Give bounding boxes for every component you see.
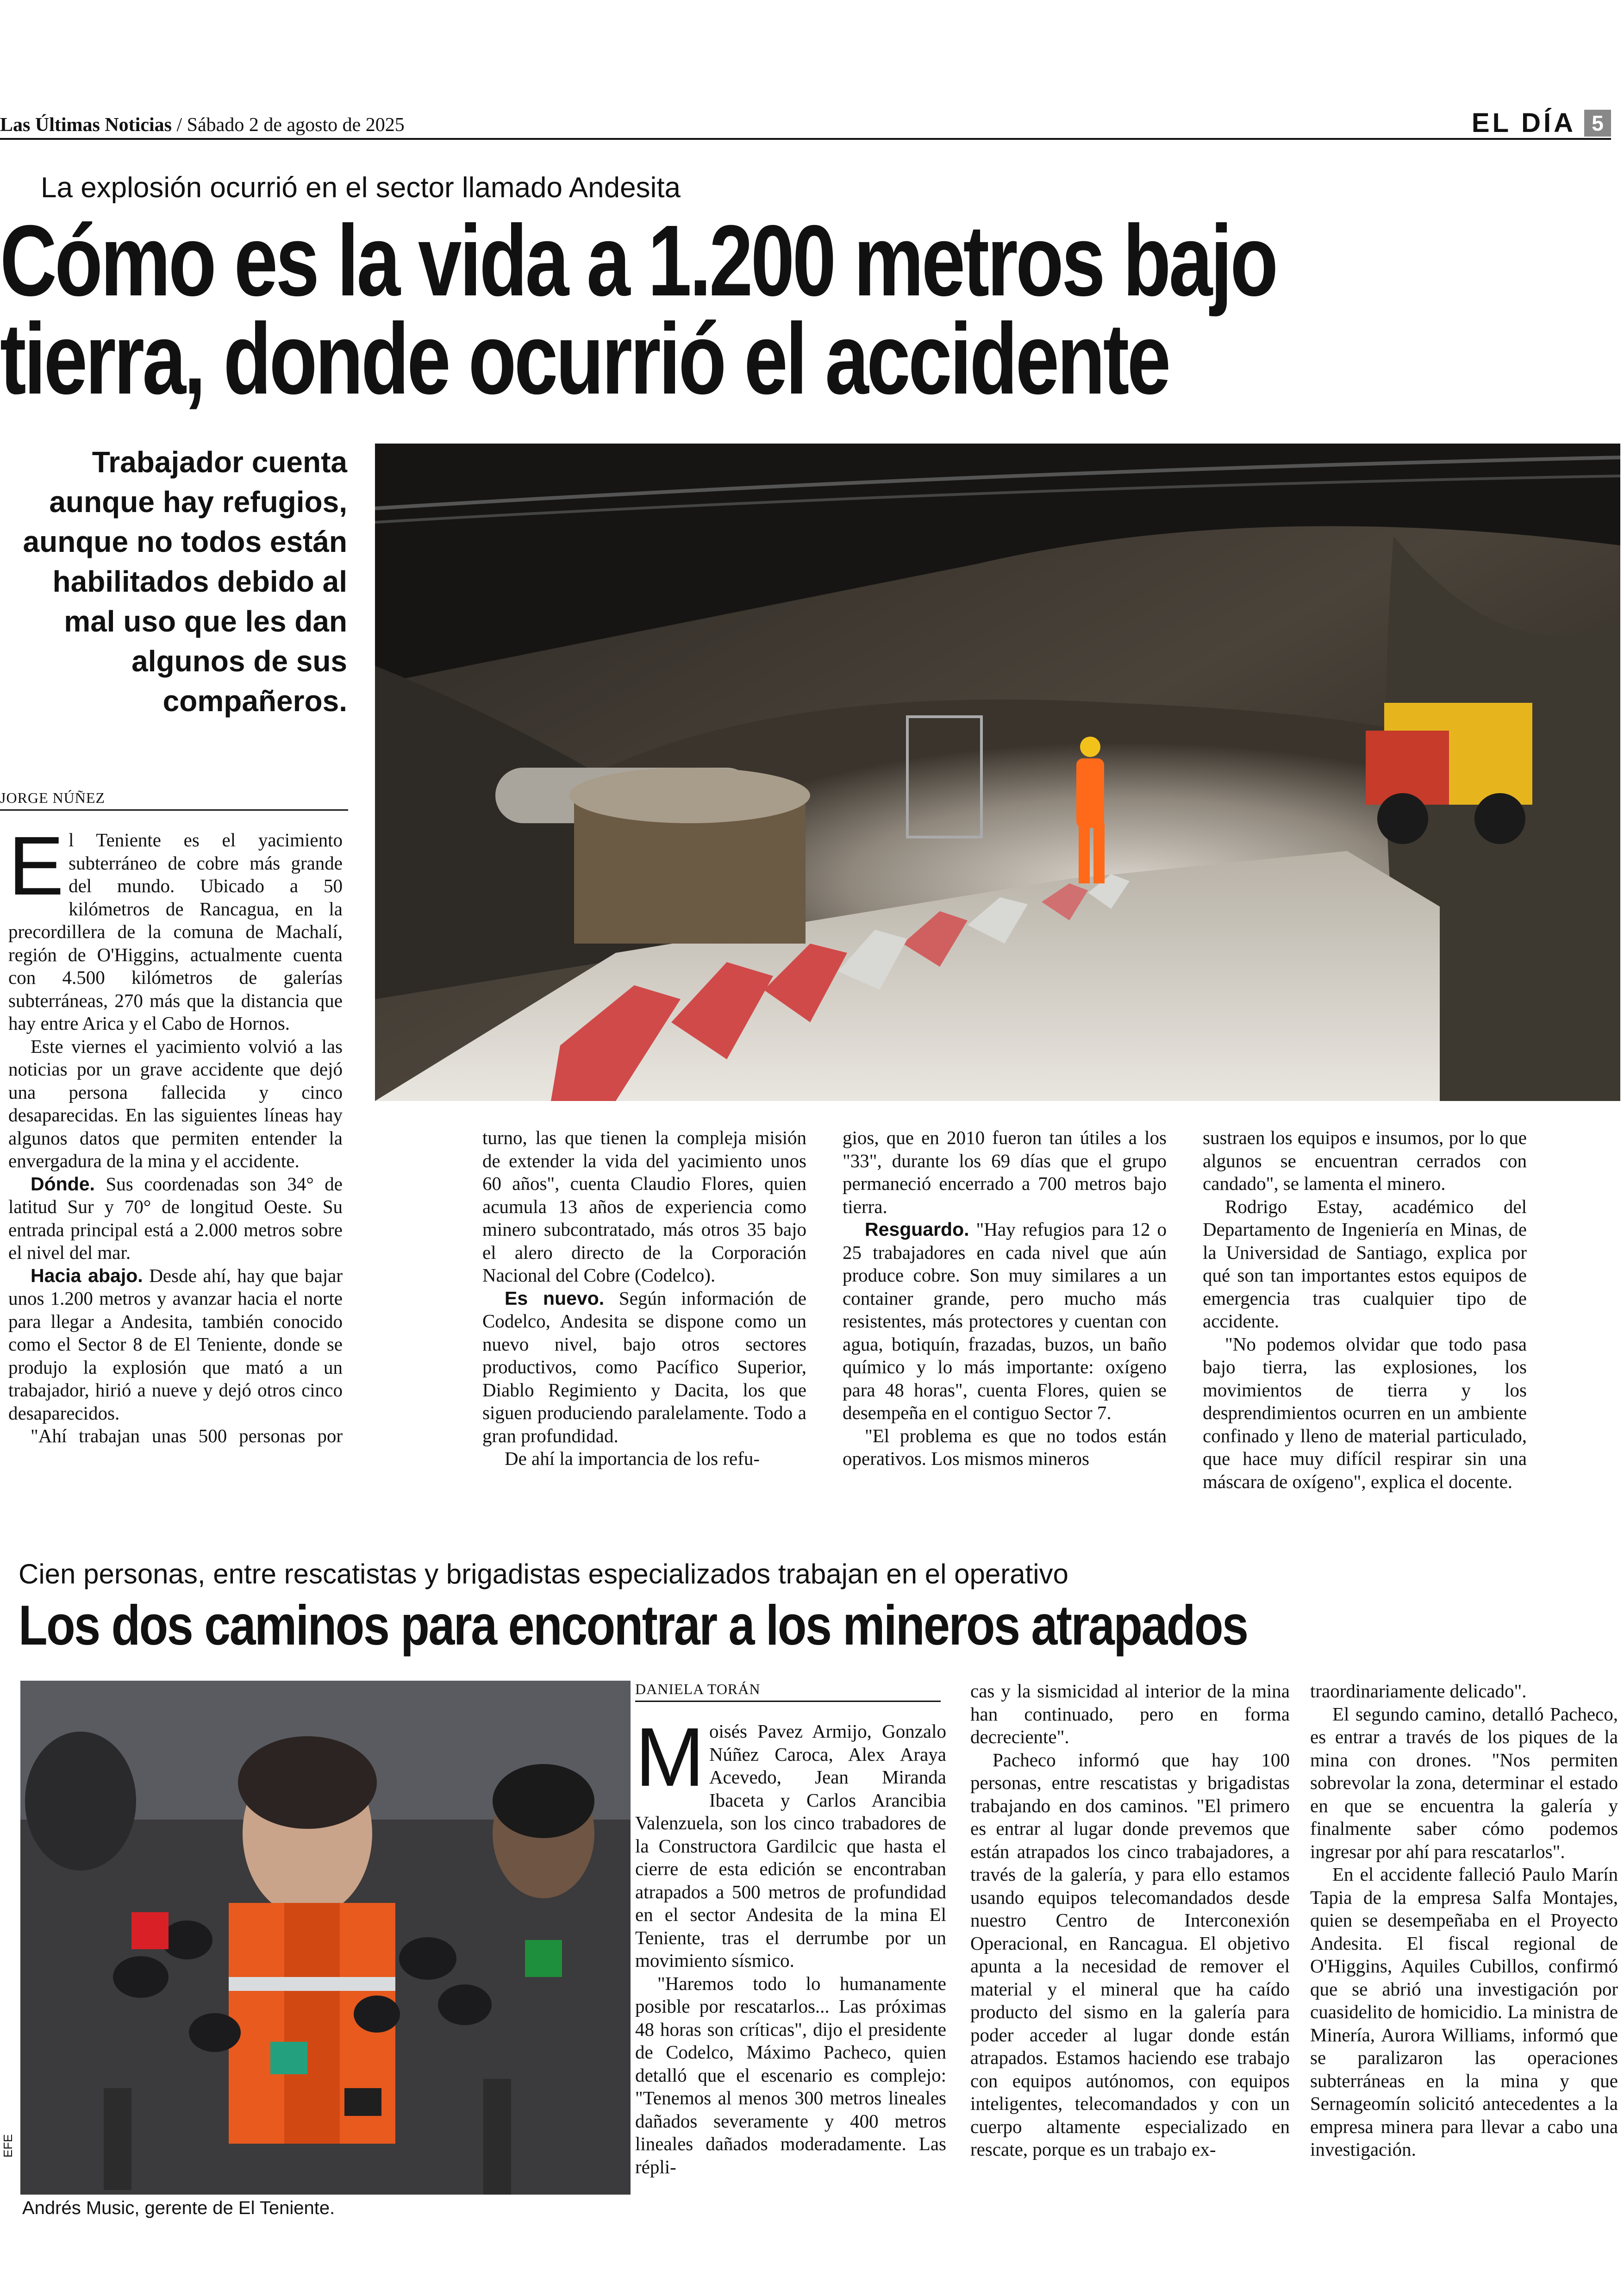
masthead-left: [0, 114, 405, 136]
press-conference-photo: [20, 1681, 631, 2195]
article1-dropcap: E: [8, 820, 64, 913]
article1-paragraph-5-cont: turno, las que tienen la compleja misión de extender la vida del yacimiento unos 60 años", cuenta Claudio Flores, quien acumula 13 años de experiencia como minero subcontratado, más otros 35 bajo el alero directo de la Corporación Nacional del Cobre (Codelco).: [482, 1127, 806, 1286]
photo-credit: EFE: [1, 2134, 15, 2158]
article2-paragraph-1: oisés Pavez Armijo, Gonzalo Núñez Caroca, Alex Araya Acevedo, Jean Miranda Ibaceta y Carlos Arancibia Valenzuela, son los cinco trabadores de la Constructora Gardilcic que hasta el cierre de esta edición se encontraban atrapados a 500 metros de profundidad en el sector Andesita de la mina El Teniente, tras el derrumbe por un movimiento sísmico.: [635, 1720, 946, 1971]
article2-column-1: [635, 1711, 946, 2178]
masthead-separator: /: [176, 114, 182, 136]
publication-name: Las Últimas Noticias: [0, 114, 172, 136]
article1-column-3: [843, 1126, 1167, 1470]
article1-paragraph-5: "Ahí trabajan unas 500 personas por: [31, 1425, 343, 1446]
article1-paragraph-9: "El problema es que no todos están operativos. Los mismos mineros: [843, 1425, 1167, 1469]
article1-byline: JORGE NÚÑEZ: [0, 789, 348, 811]
publication-date: Sábado 2 de agosto de 2025: [187, 114, 405, 136]
article2-column-3: [1310, 1680, 1618, 2161]
article2-kicker: Cien personas, entre rescatistas y brigadistas especializados trabajan en el operativo: [19, 1558, 1068, 1589]
article1-column-2: [482, 1126, 806, 1470]
article1-paragraph-3: Sus coordenadas son 34° de latitud Sur y 70° de longitud Oeste. Su entrada principal está a 2.000 metros sobre el nivel del mar.: [8, 1173, 343, 1263]
article1-paragraph-7: De ahí la importancia de los refu-: [505, 1448, 760, 1469]
article1-paragraph-2: Este viernes el yacimiento volvió a las noticias por un grave accidente que dejó una persona fallecida y cinco desaparecidas. En las siguientes líneas hay algunos datos que permiten entender la envergadura de la mina y el accidente.: [8, 1035, 343, 1171]
article1-column-1: [8, 820, 343, 1448]
article1-headline-line1: Cómo es la vida a 1.200 metros bajo: [0, 205, 1276, 317]
article1-lead: Trabajador cuenta aunque hay refugios, aunque no todos están habilitados debido al mal uso que les dan algunos de sus compañeros.: [23, 445, 347, 718]
article1-label-hacia-abajo: Hacia abajo.: [31, 1264, 143, 1286]
article1-paragraph-4: Desde ahí, hay que bajar unos 1.200 metros y avanzar hacia el norte para llegar a Andesita, también conocido como el Sector 8 de El Teniente, donde se produjo la explosión que mató a un trabajador, hirió a nueve y dejó otros cinco desaparecidos.: [8, 1264, 343, 1424]
article1-kicker: La explosión ocurrió en el sector llamado Andesita: [41, 172, 681, 204]
article1-column-4: [1203, 1126, 1527, 1493]
article2-paragraph-2-cont: cas y la sismicidad al interior de la mina han continuado, pero en forma decreciente".: [970, 1680, 1290, 1747]
article1-paragraph-7-cont: gios, que en 2010 fueron tan útiles a los "33", durante los 69 días que el grupo permaneció encerrado a 700 metros bajo tierra.: [843, 1127, 1167, 1217]
mine-tunnel-photo: [375, 444, 1620, 1101]
photo-caption: Andrés Music, gerente de El Teniente.: [22, 2198, 335, 2218]
article1-headline: [0, 205, 1276, 415]
mine-tunnel-illustration: [375, 444, 1620, 1101]
article1-paragraph-10: Rodrigo Estay, académico del Departamento de Ingeniería en Minas, de la Universidad de Santiago, explica por qué son tan importantes estos equipos de emergencia tras cualquier tipo de accidente.: [1203, 1195, 1527, 1332]
article1-label-resguardo: Resguardo.: [865, 1219, 969, 1240]
article2-paragraph-5: En el accidente falleció Paulo Marín Tapia de la empresa Salfa Montajes, quien se desempeñaba en el Proyecto Andesita. El fiscal regional de O'Higgins, Aquiles Cubillos, confirmó que se abrió una investigación por cuasidelito de homicidio. La ministra de Minería, Aurora Williams, informó que se paralizaron las operaciones subterráneas en la mina y que Sernageomín solicitó antecedentes a la empresa minera para llevar a cabo una investigación.: [1310, 1864, 1618, 2160]
press-conference-illustration: [20, 1681, 631, 2195]
article1-label-es-nuevo: Es nuevo.: [505, 1287, 605, 1309]
masthead-right: [1472, 107, 1611, 138]
section-name: EL DÍA: [1471, 108, 1576, 138]
article1-paragraph-6: Según información de Codelco, Andesita se dispone como un nuevo nivel, bajo otros sectores productivos, como Pacífico Superior, Diablo Regimiento y Dacita, los que siguen produciendo paralelamente. Todo a gran profundidad.: [482, 1287, 806, 1446]
page-number: 5: [1584, 110, 1611, 137]
article2-paragraph-2-start: "Haremos todo lo humanamente posible por rescatarlos... Las próximas 48 horas son críticas", dijo el presidente de Codelco, Máximo Pacheco, quien detalló que el escenario es complejo: "Tenemos al menos 300 metros lineales dañados severamente y 400 metros lineales dañados moderadamente. Las répli-: [635, 1972, 946, 2177]
article1-paragraph-8: "Hay refugios para 12 o 25 trabajadores en cada nivel que aún produce cobre. Son muy similares a un container grande, pero mucho más resistentes, más protectores y cuentan con agua, botiquín, frazadas, buzos, un baño químico y lo más importante: oxígeno para 48 horas", cuenta Flores, quien se desempeña en el contiguo Sector 7.: [843, 1219, 1167, 1423]
article1-headline-line2: tierra, donde ocurrió el accidente: [0, 303, 1169, 415]
article2-paragraph-4: El segundo camino, detalló Pacheco, es entrar a través de los piques de la mina con drones. "Nos permiten sobrevolar la zona, determinar el estado en que se encuentra la galería y finalmente saber cómo podemos ingresar por ahí para rescatarlos".: [1310, 1703, 1618, 1862]
article2-headline: Los dos caminos para encontrar a los mineros atrapados: [19, 1594, 1248, 1657]
article2-column-2: [970, 1680, 1290, 2161]
article1-paragraph-1: l Teniente es el yacimiento subterráneo de cobre más grande del mundo. Ubicado a 50 kilómetros de Rancagua, en la precordillera de la comuna de Machalí, región de O'Higgins, actualmente cuenta con 4.500 kilómetros de galerías subterráneas, 270 más que la distancia que hay entre Arica y el Cabo de Hornos.: [8, 829, 343, 1034]
article1-paragraph-11: "No podemos olvidar que todo pasa bajo tierra, las explosiones, los movimientos de tierra y los desprendimientos ocurren en un ambiente confinado y lleno de material particulado, que hace muy difícil respirar sin una máscara de oxígeno", explica el docente.: [1203, 1333, 1527, 1492]
article2-dropcap: M: [635, 1711, 705, 1804]
article1-paragraph-9-cont: sustraen los equipos e insumos, por lo que algunos se encuentran cerrados con candado", se lamenta el minero.: [1203, 1127, 1527, 1194]
article2-paragraph-3-cont: traordinariamente delicado".: [1310, 1680, 1527, 1702]
masthead-rule: [0, 138, 1611, 140]
article2-paragraph-3-start: Pacheco informó que hay 100 personas, entre rescatistas y brigadistas trabajando en dos caminos. "El primero es entrar al lugar donde prevemos que están atrapados los cinco trabajadores, a través de la galería, y para ello estamos usando equipos telecomandados desde nuestro Centro de Interconexión Operacional, en Rancagua. El objetivo apunta a la necesidad de remover el material y el mineral que ha caído producto del sismo en la galería para poder acceder al lugar donde están atrapados. Estamos haciendo ese trabajo con equipos autónomos, con equipos inteligentes, telecomandados y con un cuerpo altamente especializado en rescate, porque es un trabajo ex-: [970, 1749, 1290, 2160]
article2-byline: DANIELA TORÁN: [635, 1681, 941, 1702]
article1-label-donde: Dónde.: [31, 1173, 95, 1195]
